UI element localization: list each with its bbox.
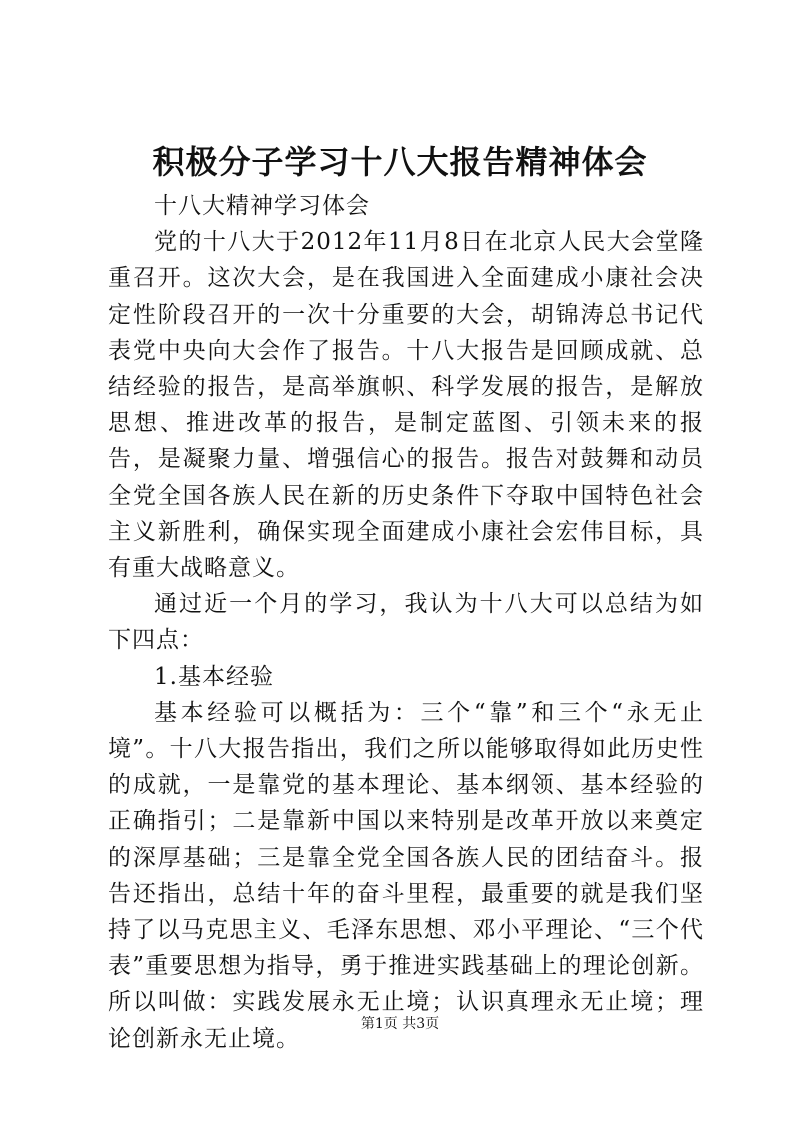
page-footer: 第1页 共3页	[360, 1016, 440, 1032]
subtitle-paragraph: 十八大精神学习体会	[154, 193, 370, 219]
document-title: 积极分子学习十八大报告精神体会	[152, 143, 648, 181]
intro-paragraph: 党的十八大于2012年11月8日在北京人民大会堂隆重召开。这次大会，是在我国进入全面建成小康社会决定性阶段召开的一次十分重要的大会，胡锦涛总书记代表党中央向大会作了报告。十八大报告是回顾成就、总结经验的报告，是高举旗帜、科学发展的报告，是解放思想、推进改革的报告，是制定蓝图、引领未来的报告，是凝聚力量、增强信心的报告。报告对鼓舞和动员全党全国各族人民在新的历史条件下夺取中国特色社会主义新胜利，确保实现全面建成小康社会宏伟目标，具有重大战略意义。	[108, 229, 704, 582]
experience-paragraph: 基本经验可以概括为：三个“靠”和三个“永无止境”。十八大报告指出，我们之所以能够取得如此历史性的成就，一是靠党的基本理论、基本纲领、基本经验的正确指引；二是靠新中国以来特别是改革开放以来奠定的深厚基础；三是靠全党全国各族人民的团结奋斗。报告还指出，总结十年的奋斗里程，最重要的就是我们坚持了以马克思主义、毛泽东思想、邓小平理论、“三个代表”重要思想为指导，勇于推进实践基础上的理论创新。所以叫做：实践发展永无止境；认识真理永无止境；理论创新永无止境。	[108, 699, 704, 1052]
summary-paragraph: 通过近一个月的学习，我认为十八大可以总结为如下四点：	[108, 591, 704, 654]
document-body	[108, 188, 704, 1057]
section-heading: 1.基本经验	[154, 663, 274, 690]
